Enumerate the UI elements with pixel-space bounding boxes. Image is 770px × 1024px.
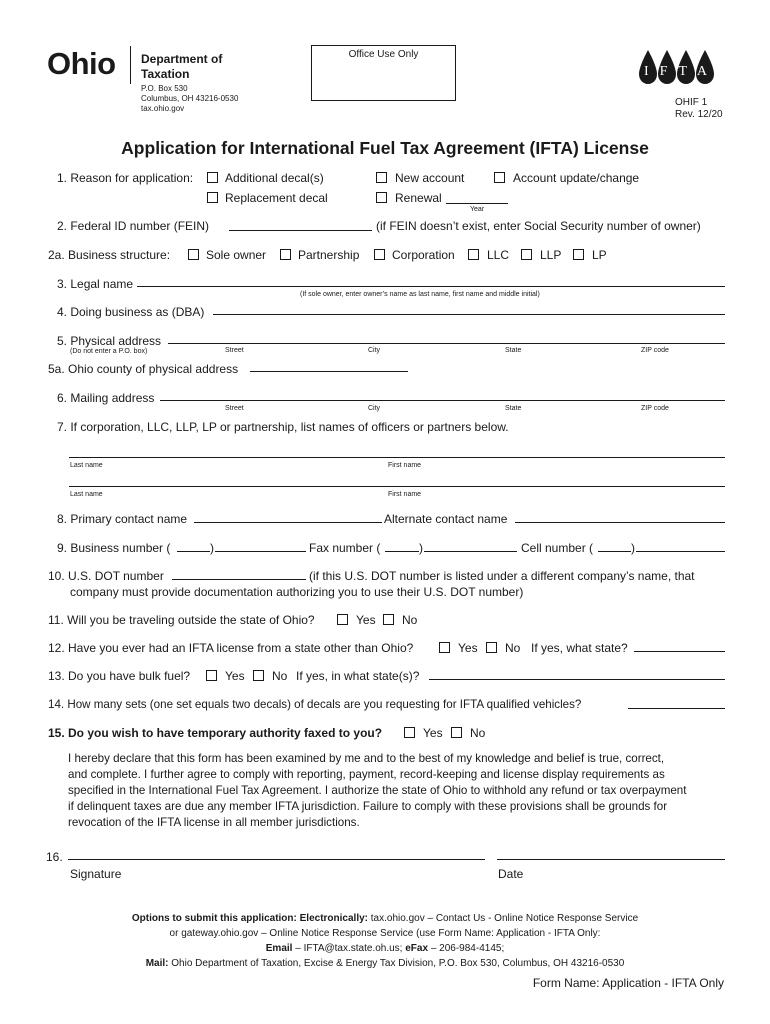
account-update-checkbox[interactable] — [494, 172, 505, 183]
email-lead: Email — [265, 943, 293, 954]
lp-checkbox[interactable] — [573, 249, 584, 260]
business-number-label: 9. Business number ( — [57, 541, 171, 555]
mailing-zip-hint: ZIP code — [641, 405, 669, 412]
business-number-field[interactable] — [215, 551, 306, 552]
q12-yes-label: Yes — [458, 641, 478, 655]
renewal-checkbox[interactable] — [376, 192, 387, 203]
additional-decals-checkbox[interactable] — [207, 172, 218, 183]
new-account-label: New account — [395, 171, 465, 185]
ifta-logo — [636, 46, 718, 88]
office-use-box — [311, 45, 456, 101]
officer-row-1-first-name-hint: First name — [388, 462, 422, 469]
q11-no-label: No — [402, 613, 418, 627]
mail-lead: Mail: — [145, 958, 169, 969]
q15-yes-checkbox[interactable] — [404, 727, 415, 738]
partnership-checkbox[interactable] — [280, 249, 291, 260]
options-lead: Options to submit this application: Electronically: — [131, 913, 368, 924]
officer-row-1-last-name-hint: Last name — [70, 462, 103, 469]
signature-field[interactable] — [68, 859, 485, 860]
q11-yes-label: Yes — [356, 613, 376, 627]
replacement-decal-checkbox[interactable] — [207, 192, 218, 203]
signature-label: Signature — [70, 867, 122, 881]
form-id: OHIF 1 — [675, 97, 708, 108]
officer-row-2-first-name-hint: First name — [388, 491, 422, 498]
form-revision: Rev. 12/20 — [675, 109, 723, 120]
submission-line-3 — [0, 941, 770, 956]
q15-no-label: No — [470, 726, 486, 740]
department-address — [141, 84, 238, 114]
q2a-label: 2a. Business structure: — [48, 248, 171, 262]
declaration-line-2: and complete. I further agree to comply with reporting, payment, record-keeping and license display requirements as — [68, 768, 665, 781]
q15-no-checkbox[interactable] — [451, 727, 462, 738]
submission-line-2: or gateway.ohio.gov – Online Notice Response Service (use Form Name: Application - IFTA Only: — [169, 928, 601, 939]
lp-label: LP — [592, 248, 607, 262]
sole-owner-checkbox[interactable] — [188, 249, 199, 260]
options-electronic: tax.ohio.gov – Contact Us - Online Notice Response Service — [368, 913, 639, 924]
fax-number-field[interactable] — [424, 551, 517, 552]
q10-note: (if this U.S. DOT number is listed under a different company’s name, that — [309, 569, 695, 583]
q2-label: 2. Federal ID number (FEIN) — [57, 219, 210, 233]
corporation-checkbox[interactable] — [374, 249, 385, 260]
date-field[interactable] — [497, 859, 725, 860]
submission-options — [0, 911, 770, 971]
declaration-line-5: revocation of the IFTA license in all member jurisdictions. — [68, 816, 360, 829]
alternate-contact-field[interactable] — [515, 522, 725, 523]
physical-state-hint: State — [505, 347, 522, 354]
cell-paren-close: ) — [631, 541, 635, 555]
q13-label: 13. Do you have bulk fuel? — [48, 669, 191, 683]
po-box: P.O. Box 530 — [141, 84, 188, 93]
q12-followup-label: If yes, what state? — [531, 641, 628, 655]
replacement-decal-label: Replacement decal — [225, 191, 328, 205]
renewal-year-field[interactable] — [446, 203, 508, 204]
q13-no-checkbox[interactable] — [253, 670, 264, 681]
website: tax.ohio.gov — [141, 104, 185, 113]
llc-label: LLC — [487, 248, 510, 262]
q13-states-field[interactable] — [429, 679, 725, 680]
legal-name-field[interactable] — [137, 286, 725, 287]
declaration-line-4: if delinquent taxes are due any member IFTA jurisdiction. Failure to comply with these provisions shall be grounds for — [68, 800, 668, 813]
logo-divider — [130, 46, 131, 84]
submission-line-4 — [0, 956, 770, 971]
q13-yes-checkbox[interactable] — [206, 670, 217, 681]
department-taxation: Taxation — [141, 67, 190, 81]
q15-yes-label: Yes — [423, 726, 443, 740]
physical-address-field[interactable] — [168, 343, 725, 344]
legal-name-hint: (If sole owner, enter owner’s name as last name, first name and middle initial) — [300, 291, 540, 298]
corporation-label: Corporation — [392, 248, 455, 262]
office-use-label: Office Use Only — [348, 49, 419, 60]
cell-number-field[interactable] — [636, 551, 725, 552]
physical-address-hint: (Do not enter a P.O. box) — [70, 348, 148, 355]
mailing-address-field[interactable] — [160, 400, 725, 401]
q12-state-field[interactable] — [634, 651, 725, 652]
cell-number-label: Cell number ( — [521, 541, 594, 555]
dot-number-field[interactable] — [172, 579, 306, 580]
physical-street-hint: Street — [225, 347, 244, 354]
efax-number: – 206-984-4145; — [428, 943, 505, 954]
department-name: Department of — [141, 52, 223, 66]
q12-label: 12. Have you ever had an IFTA license from a state other than Ohio? — [48, 641, 414, 655]
efax-lead: eFax — [405, 943, 429, 954]
q6-label: 6. Mailing address — [57, 391, 155, 405]
account-update-label: Account update/change — [513, 171, 640, 185]
form-name-footer: Form Name: Application - IFTA Only — [532, 976, 724, 990]
renewal-year-hint: Year — [470, 206, 485, 213]
fax-number-label: Fax number ( — [309, 541, 381, 555]
declaration-line-3: specified in the International Fuel Tax Agreement. I authorize the state of Ohio to withhold any refund or tax overpayment — [68, 784, 687, 797]
mailing-street-hint: Street — [225, 405, 244, 412]
sole-owner-label: Sole owner — [206, 248, 267, 262]
q11-no-checkbox[interactable] — [383, 614, 394, 625]
page-title: Application for International Fuel Tax Agreement (IFTA) License — [121, 138, 649, 158]
q7-label: 7. If corporation, LLC, LLP, LP or partnership, list names of officers or partners below. — [57, 420, 509, 434]
mailing-state-hint: State — [505, 405, 522, 412]
ifta-logo-text: IFTA — [644, 64, 718, 79]
q10-note-continued: company must provide documentation authorizing you to use their U.S. DOT number) — [70, 585, 524, 599]
ohio-logo: Ohio — [47, 46, 116, 81]
declaration-text — [68, 751, 686, 831]
renewal-label: Renewal — [395, 191, 442, 205]
dba-field[interactable] — [213, 314, 725, 315]
q13-followup-label: If yes, in what state(s)? — [296, 669, 420, 683]
q3-label: 3. Legal name — [57, 277, 134, 291]
mailing-city-hint: City — [368, 405, 381, 412]
primary-contact-field[interactable] — [194, 522, 382, 523]
ohio-county-field[interactable] — [250, 371, 408, 372]
city-zip: Columbus, OH 43216-0530 — [141, 94, 239, 103]
llp-label: LLP — [540, 248, 562, 262]
officer-row-2-last-name-hint: Last name — [70, 491, 103, 498]
q14-label: 14. How many sets (one set equals two decals) of decals are you requesting for IFTA qualified vehicles? — [48, 698, 582, 711]
declaration-line-1: I hereby declare that this form has been examined by me and to the best of my knowledge and belief is true, correct, — [68, 752, 665, 765]
q12-yes-checkbox[interactable] — [439, 642, 450, 653]
date-label: Date — [498, 867, 524, 881]
q12-no-label: No — [505, 641, 521, 655]
alternate-contact-label: Alternate contact name — [384, 512, 508, 526]
q10-label: 10. U.S. DOT number — [48, 569, 164, 583]
q15-label: 15. Do you wish to have temporary authority faxed to you? — [48, 726, 383, 740]
mail-address: Ohio Department of Taxation, Excise & Energy Tax Division, P.O. Box 530, Columbus, OH 43216-0530 — [168, 958, 625, 969]
q11-yes-checkbox[interactable] — [337, 614, 348, 625]
officer-row-1-field[interactable] — [69, 457, 725, 458]
q4-label: 4. Doing business as (DBA) — [57, 305, 205, 319]
email-address: – IFTA@tax.state.oh.us; — [292, 943, 406, 954]
decal-sets-field[interactable] — [628, 708, 725, 709]
fax-area-code-field[interactable] — [385, 551, 419, 552]
cell-area-code-field[interactable] — [598, 551, 631, 552]
partnership-label: Partnership — [298, 248, 360, 262]
q11-label: 11. Will you be traveling outside the state of Ohio? — [48, 613, 315, 627]
officer-row-2-field[interactable] — [69, 486, 725, 487]
new-account-checkbox[interactable] — [376, 172, 387, 183]
llc-checkbox[interactable] — [468, 249, 479, 260]
business-paren-close: ) — [210, 541, 214, 555]
physical-city-hint: City — [368, 347, 381, 354]
llp-checkbox[interactable] — [521, 249, 532, 260]
business-area-code-field[interactable] — [177, 551, 210, 552]
q13-yes-label: Yes — [225, 669, 245, 683]
additional-decals-label: Additional decal(s) — [225, 171, 324, 185]
q16-number: 16. — [46, 850, 63, 864]
q8-label: 8. Primary contact name — [57, 512, 188, 526]
q5a-label: 5a. Ohio county of physical address — [48, 362, 239, 376]
q2-note: (if FEIN doesn’t exist, enter Social Security number of owner) — [376, 219, 701, 233]
fax-paren-close: ) — [419, 541, 423, 555]
q5-label: 5. Physical address — [57, 334, 162, 348]
fein-field[interactable] — [229, 230, 372, 231]
q13-no-label: No — [272, 669, 288, 683]
physical-zip-hint: ZIP code — [641, 347, 669, 354]
q1-label: 1. Reason for application: — [57, 171, 194, 185]
q12-no-checkbox[interactable] — [486, 642, 497, 653]
submission-line-1 — [0, 911, 770, 926]
